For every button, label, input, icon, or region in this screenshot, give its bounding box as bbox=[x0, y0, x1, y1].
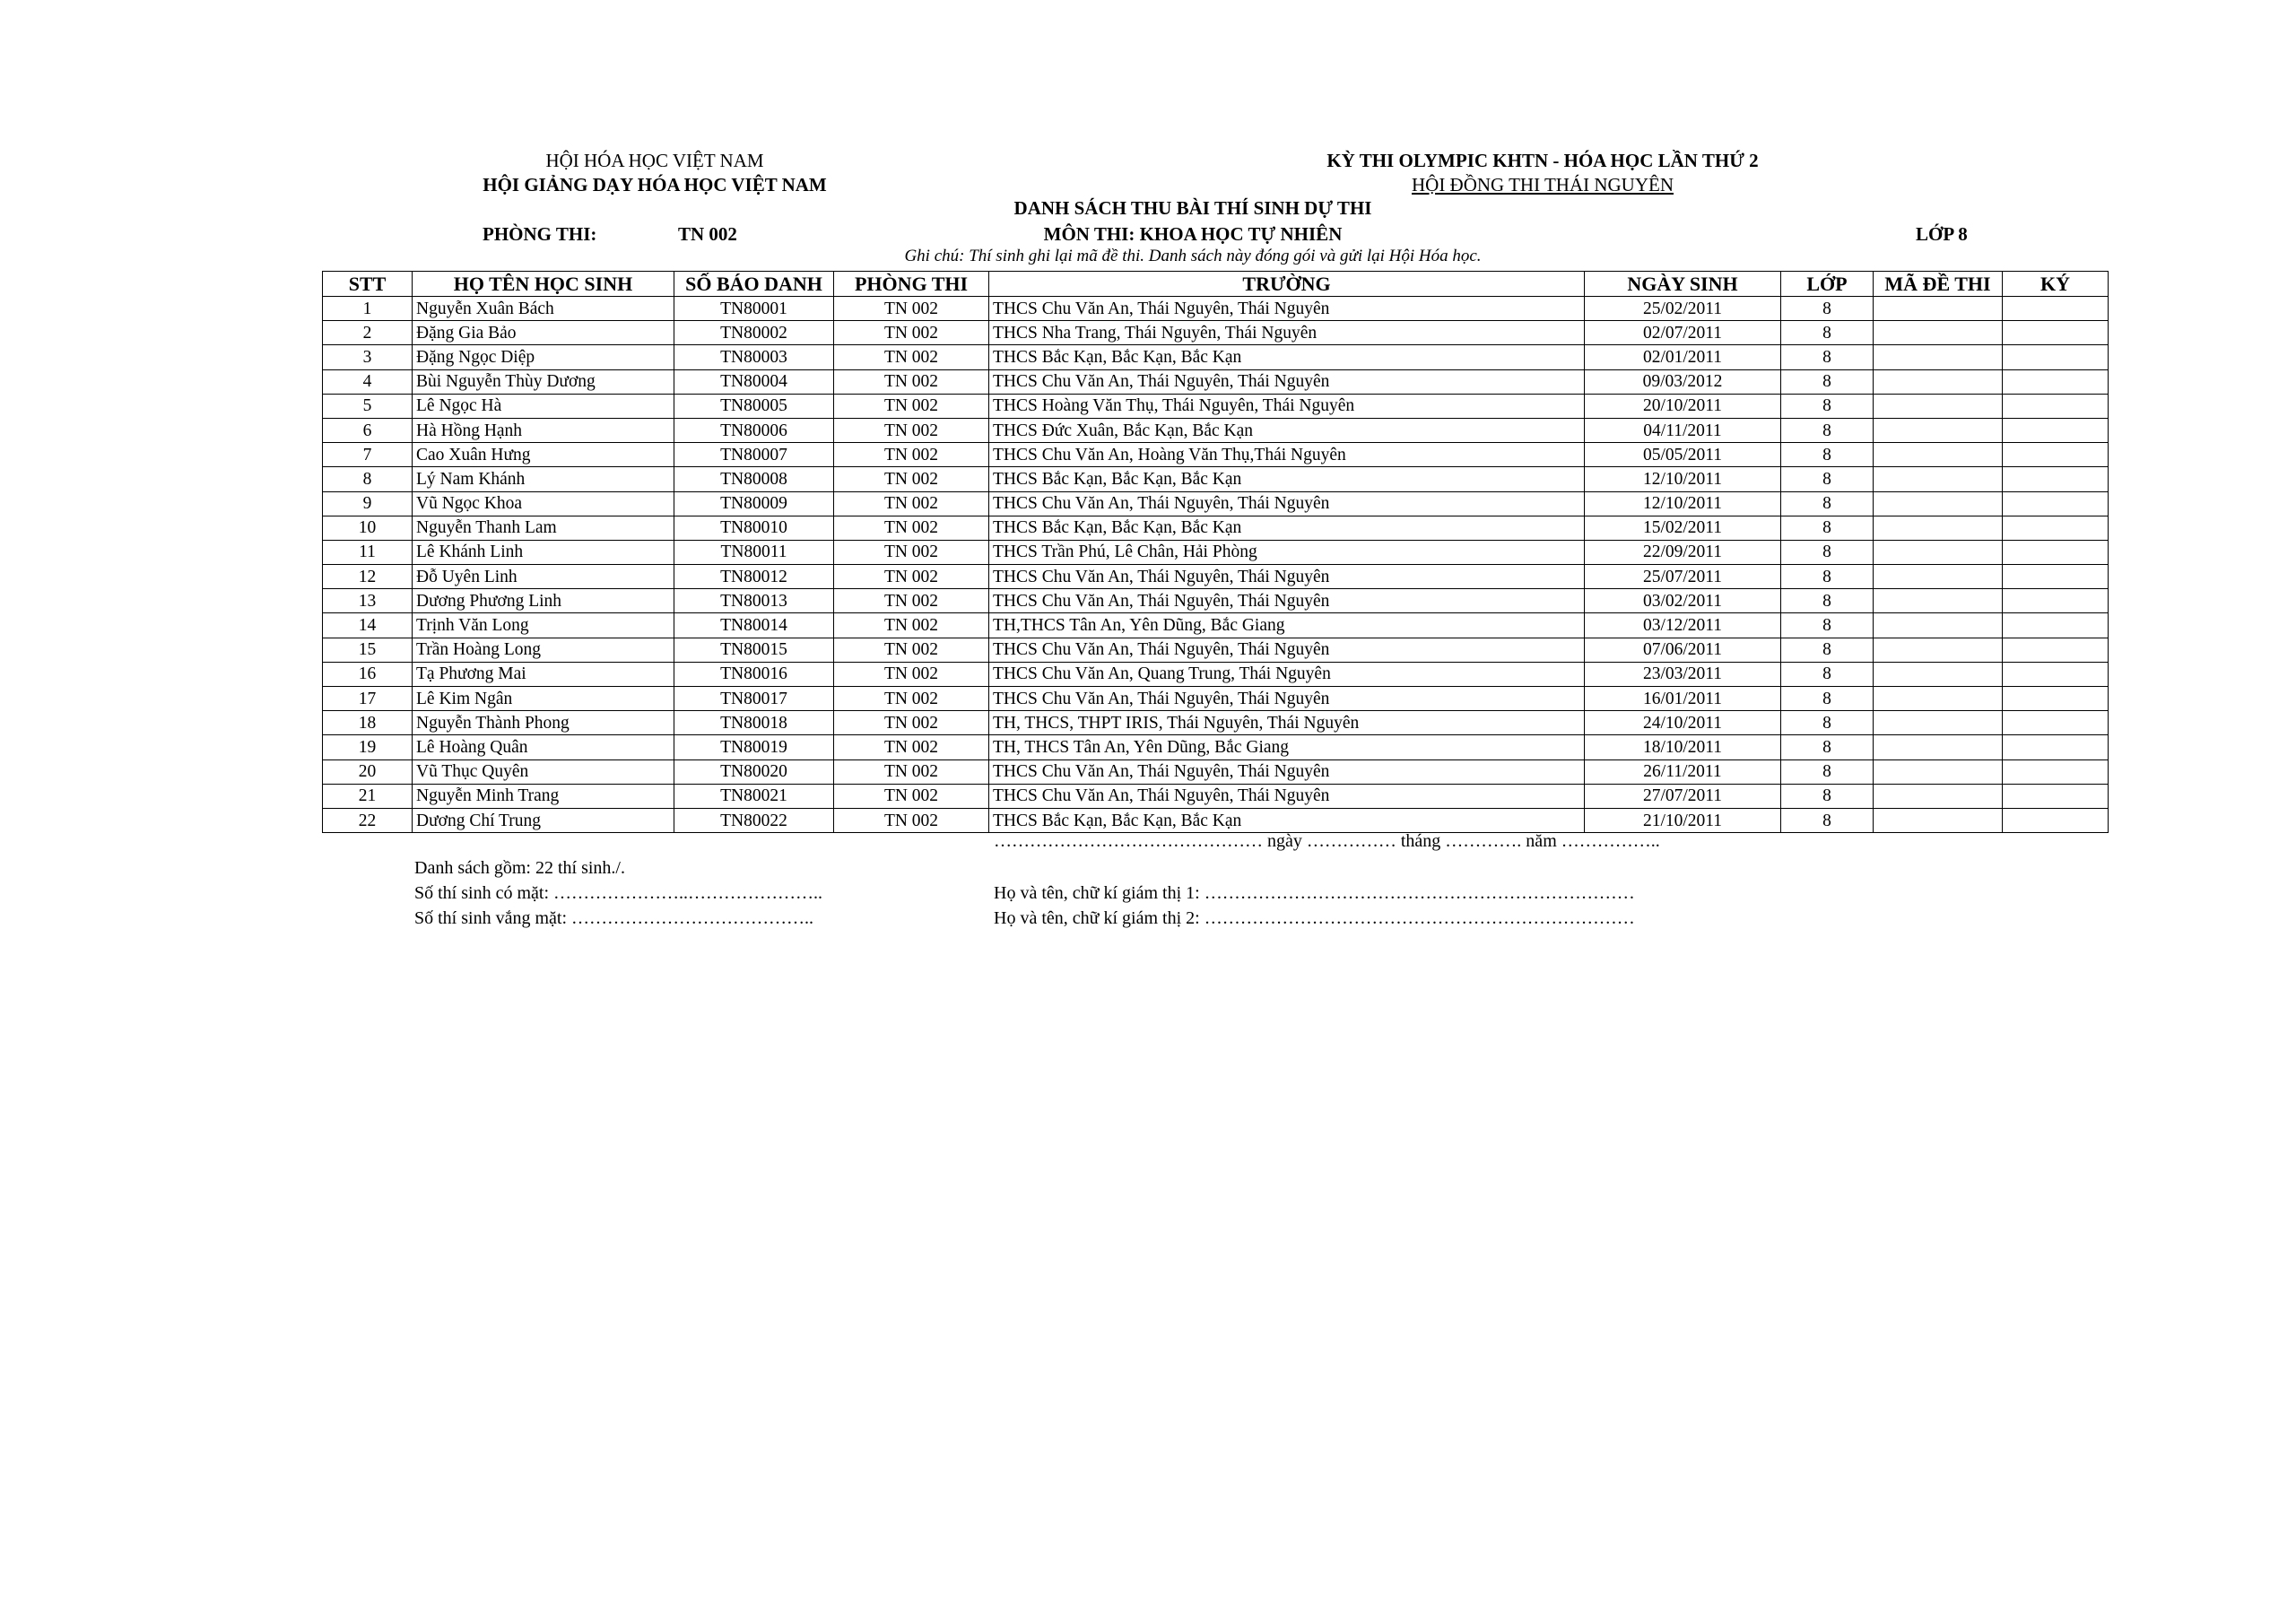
cell-student-name: Vũ Ngọc Khoa bbox=[413, 491, 674, 516]
cell-exam-room: TN 002 bbox=[834, 808, 989, 832]
cell-exam-code bbox=[1874, 321, 2003, 345]
cell-class: 8 bbox=[1781, 467, 1874, 491]
cell-exam-code bbox=[1874, 491, 2003, 516]
cell-stt: 9 bbox=[323, 491, 413, 516]
cell-candidate-number: TN80004 bbox=[674, 369, 834, 394]
cell-birth-date: 15/02/2011 bbox=[1585, 516, 1781, 540]
cell-exam-code bbox=[1874, 759, 2003, 784]
cell-birth-date: 16/01/2011 bbox=[1585, 687, 1781, 711]
cell-exam-code bbox=[1874, 638, 2003, 662]
cell-stt: 13 bbox=[323, 589, 413, 613]
cell-signature bbox=[2003, 491, 2109, 516]
column-header-exam-room: PHÒNG THI bbox=[834, 272, 989, 297]
cell-exam-code bbox=[1874, 711, 2003, 735]
cell-stt: 15 bbox=[323, 638, 413, 662]
cell-stt: 21 bbox=[323, 784, 413, 808]
cell-exam-room: TN 002 bbox=[834, 540, 989, 564]
cell-class: 8 bbox=[1781, 808, 1874, 832]
table-row bbox=[323, 491, 2109, 516]
cell-exam-code bbox=[1874, 565, 2003, 589]
present-count-line: Số thí sinh có mặt: …………………..………………….. bbox=[414, 883, 822, 903]
table-row bbox=[323, 369, 2109, 394]
cell-exam-code bbox=[1874, 687, 2003, 711]
cell-candidate-number: TN80001 bbox=[674, 297, 834, 321]
cell-student-name: Đặng Ngọc Diệp bbox=[413, 345, 674, 369]
cell-candidate-number: TN80018 bbox=[674, 711, 834, 735]
cell-exam-code bbox=[1874, 808, 2003, 832]
table-row bbox=[323, 759, 2109, 784]
cell-exam-code bbox=[1874, 613, 2003, 638]
cell-exam-code bbox=[1874, 662, 2003, 686]
cell-birth-date: 05/05/2011 bbox=[1585, 443, 1781, 467]
cell-signature bbox=[2003, 297, 2109, 321]
cell-signature bbox=[2003, 369, 2109, 394]
cell-signature bbox=[2003, 345, 2109, 369]
cell-school: THCS Bắc Kạn, Bắc Kạn, Bắc Kạn bbox=[989, 516, 1585, 540]
column-header-birth-date: NGÀY SINH bbox=[1585, 272, 1781, 297]
cell-school: THCS Chu Văn An, Thái Nguyên, Thái Nguyên bbox=[989, 297, 1585, 321]
cell-signature bbox=[2003, 565, 2109, 589]
exam-title: KỲ THI OLYMPIC KHTN - HÓA HỌC LẦN THỨ 2 bbox=[1326, 150, 1759, 171]
cell-signature bbox=[2003, 687, 2109, 711]
cell-stt: 18 bbox=[323, 711, 413, 735]
cell-student-name: Lý Nam Khánh bbox=[413, 467, 674, 491]
cell-stt: 20 bbox=[323, 759, 413, 784]
cell-exam-code bbox=[1874, 516, 2003, 540]
cell-exam-code bbox=[1874, 784, 2003, 808]
org-subname: HỘI GIẢNG DẠY HÓA HỌC VIỆT NAM bbox=[483, 174, 827, 195]
cell-birth-date: 20/10/2011 bbox=[1585, 394, 1781, 418]
cell-exam-code bbox=[1874, 540, 2003, 564]
cell-school: THCS Hoàng Văn Thụ, Thái Nguyên, Thái Nguyên bbox=[989, 394, 1585, 418]
cell-exam-code bbox=[1874, 345, 2003, 369]
cell-signature bbox=[2003, 516, 2109, 540]
proctor2-signature-line: Họ và tên, chữ kí giám thị 2: ……………………………………………………………… bbox=[994, 908, 1635, 928]
cell-candidate-number: TN80007 bbox=[674, 443, 834, 467]
cell-student-name: Lê Hoàng Quân bbox=[413, 735, 674, 759]
cell-stt: 16 bbox=[323, 662, 413, 686]
cell-student-name: Lê Kim Ngân bbox=[413, 687, 674, 711]
cell-class: 8 bbox=[1781, 687, 1874, 711]
cell-stt: 1 bbox=[323, 297, 413, 321]
cell-birth-date: 24/10/2011 bbox=[1585, 711, 1781, 735]
subject: MÔN THI: KHOA HỌC TỰ NHIÊN bbox=[1043, 223, 1343, 245]
cell-candidate-number: TN80016 bbox=[674, 662, 834, 686]
table-row bbox=[323, 540, 2109, 564]
cell-signature bbox=[2003, 321, 2109, 345]
column-header-candidate-number: SỐ BÁO DANH bbox=[674, 272, 834, 297]
cell-signature bbox=[2003, 589, 2109, 613]
cell-student-name: Vũ Thục Quyên bbox=[413, 759, 674, 784]
cell-birth-date: 23/03/2011 bbox=[1585, 662, 1781, 686]
cell-candidate-number: TN80005 bbox=[674, 394, 834, 418]
cell-signature bbox=[2003, 808, 2109, 832]
cell-student-name: Trịnh Văn Long bbox=[413, 613, 674, 638]
cell-birth-date: 25/02/2011 bbox=[1585, 297, 1781, 321]
cell-candidate-number: TN80014 bbox=[674, 613, 834, 638]
table-row bbox=[323, 345, 2109, 369]
cell-candidate-number: TN80012 bbox=[674, 565, 834, 589]
table-row bbox=[323, 565, 2109, 589]
cell-student-name: Lê Khánh Linh bbox=[413, 540, 674, 564]
cell-exam-room: TN 002 bbox=[834, 613, 989, 638]
cell-exam-code bbox=[1874, 443, 2003, 467]
cell-signature bbox=[2003, 540, 2109, 564]
cell-exam-room: TN 002 bbox=[834, 369, 989, 394]
cell-class: 8 bbox=[1781, 540, 1874, 564]
cell-candidate-number: TN80009 bbox=[674, 491, 834, 516]
cell-exam-room: TN 002 bbox=[834, 418, 989, 442]
cell-birth-date: 09/03/2012 bbox=[1585, 369, 1781, 394]
cell-signature bbox=[2003, 784, 2109, 808]
cell-class: 8 bbox=[1781, 589, 1874, 613]
cell-class: 8 bbox=[1781, 613, 1874, 638]
column-header-school: TRƯỜNG bbox=[989, 272, 1585, 297]
cell-stt: 12 bbox=[323, 565, 413, 589]
cell-candidate-number: TN80011 bbox=[674, 540, 834, 564]
cell-school: THCS Chu Văn An, Thái Nguyên, Thái Nguyên bbox=[989, 687, 1585, 711]
cell-birth-date: 03/12/2011 bbox=[1585, 613, 1781, 638]
table-row bbox=[323, 394, 2109, 418]
cell-exam-room: TN 002 bbox=[834, 784, 989, 808]
exam-council: HỘI ĐỒNG THI THÁI NGUYÊN bbox=[1411, 174, 1674, 195]
cell-class: 8 bbox=[1781, 784, 1874, 808]
student-count: Danh sách gồm: 22 thí sinh./. bbox=[414, 858, 625, 878]
cell-exam-room: TN 002 bbox=[834, 662, 989, 686]
cell-signature bbox=[2003, 394, 2109, 418]
cell-signature bbox=[2003, 735, 2109, 759]
table-row bbox=[323, 638, 2109, 662]
cell-class: 8 bbox=[1781, 759, 1874, 784]
cell-student-name: Hà Hồng Hạnh bbox=[413, 418, 674, 442]
cell-school: THCS Chu Văn An, Thái Nguyên, Thái Nguyên bbox=[989, 491, 1585, 516]
cell-signature bbox=[2003, 711, 2109, 735]
cell-exam-room: TN 002 bbox=[834, 759, 989, 784]
cell-candidate-number: TN80015 bbox=[674, 638, 834, 662]
cell-candidate-number: TN80021 bbox=[674, 784, 834, 808]
cell-candidate-number: TN80020 bbox=[674, 759, 834, 784]
cell-school: THCS Chu Văn An, Thái Nguyên, Thái Nguyên bbox=[989, 565, 1585, 589]
cell-birth-date: 12/10/2011 bbox=[1585, 491, 1781, 516]
cell-exam-code bbox=[1874, 394, 2003, 418]
cell-birth-date: 25/07/2011 bbox=[1585, 565, 1781, 589]
cell-school: THCS Bắc Kạn, Bắc Kạn, Bắc Kạn bbox=[989, 808, 1585, 832]
list-title: DANH SÁCH THU BÀI THÍ SINH DỰ THI bbox=[1013, 197, 1372, 219]
cell-birth-date: 07/06/2011 bbox=[1585, 638, 1781, 662]
cell-signature bbox=[2003, 613, 2109, 638]
cell-stt: 3 bbox=[323, 345, 413, 369]
cell-exam-room: TN 002 bbox=[834, 297, 989, 321]
cell-class: 8 bbox=[1781, 345, 1874, 369]
cell-exam-code bbox=[1874, 467, 2003, 491]
cell-exam-room: TN 002 bbox=[834, 589, 989, 613]
header-row bbox=[323, 272, 2109, 297]
cell-candidate-number: TN80013 bbox=[674, 589, 834, 613]
cell-class: 8 bbox=[1781, 369, 1874, 394]
room-value: TN 002 bbox=[678, 223, 737, 245]
cell-student-name: Lê Ngọc Hà bbox=[413, 394, 674, 418]
cell-class: 8 bbox=[1781, 491, 1874, 516]
cell-school: THCS Chu Văn An, Hoàng Văn Thụ,Thái Nguyên bbox=[989, 443, 1585, 467]
column-header-student-name: HỌ TÊN HỌC SINH bbox=[413, 272, 674, 297]
cell-school: THCS Đức Xuân, Bắc Kạn, Bắc Kạn bbox=[989, 418, 1585, 442]
cell-birth-date: 26/11/2011 bbox=[1585, 759, 1781, 784]
cell-exam-room: TN 002 bbox=[834, 491, 989, 516]
cell-school: THCS Chu Văn An, Thái Nguyên, Thái Nguyên bbox=[989, 784, 1585, 808]
table-row bbox=[323, 297, 2109, 321]
table-row bbox=[323, 443, 2109, 467]
cell-candidate-number: TN80010 bbox=[674, 516, 834, 540]
cell-birth-date: 18/10/2011 bbox=[1585, 735, 1781, 759]
cell-exam-room: TN 002 bbox=[834, 565, 989, 589]
cell-exam-room: TN 002 bbox=[834, 687, 989, 711]
cell-student-name: Bùi Nguyễn Thùy Dương bbox=[413, 369, 674, 394]
cell-exam-code bbox=[1874, 369, 2003, 394]
cell-student-name: Nguyễn Thành Phong bbox=[413, 711, 674, 735]
cell-exam-room: TN 002 bbox=[834, 711, 989, 735]
cell-stt: 17 bbox=[323, 687, 413, 711]
cell-stt: 7 bbox=[323, 443, 413, 467]
cell-signature bbox=[2003, 443, 2109, 467]
column-header-exam-code: MÃ ĐỀ THI bbox=[1874, 272, 2003, 297]
cell-signature bbox=[2003, 638, 2109, 662]
column-header-stt: STT bbox=[323, 272, 413, 297]
cell-candidate-number: TN80017 bbox=[674, 687, 834, 711]
cell-student-name: Dương Chí Trung bbox=[413, 808, 674, 832]
cell-exam-code bbox=[1874, 418, 2003, 442]
cell-signature bbox=[2003, 759, 2109, 784]
cell-school: THCS Chu Văn An, Thái Nguyên, Thái Nguyên bbox=[989, 369, 1585, 394]
note: Ghi chú: Thí sinh ghi lại mã đề thi. Danh sách này đóng gói và gửi lại Hội Hóa học. bbox=[904, 247, 1482, 265]
table-row bbox=[323, 735, 2109, 759]
cell-stt: 22 bbox=[323, 808, 413, 832]
cell-signature bbox=[2003, 418, 2109, 442]
cell-class: 8 bbox=[1781, 418, 1874, 442]
cell-signature bbox=[2003, 662, 2109, 686]
cell-student-name: Nguyễn Xuân Bách bbox=[413, 297, 674, 321]
table-row bbox=[323, 784, 2109, 808]
cell-birth-date: 02/01/2011 bbox=[1585, 345, 1781, 369]
cell-exam-room: TN 002 bbox=[834, 443, 989, 467]
cell-candidate-number: TN80003 bbox=[674, 345, 834, 369]
cell-student-name: Dương Phương Linh bbox=[413, 589, 674, 613]
cell-candidate-number: TN80006 bbox=[674, 418, 834, 442]
cell-birth-date: 04/11/2011 bbox=[1585, 418, 1781, 442]
cell-student-name: Nguyễn Thanh Lam bbox=[413, 516, 674, 540]
cell-school: TH, THCS, THPT IRIS, Thái Nguyên, Thái Nguyên bbox=[989, 711, 1585, 735]
proctor1-signature-line: Họ và tên, chữ kí giám thị 1: ……………………………………………………………… bbox=[994, 883, 1635, 903]
cell-exam-code bbox=[1874, 589, 2003, 613]
cell-student-name: Nguyễn Minh Trang bbox=[413, 784, 674, 808]
cell-class: 8 bbox=[1781, 662, 1874, 686]
table-row bbox=[323, 589, 2109, 613]
cell-class: 8 bbox=[1781, 394, 1874, 418]
cell-class: 8 bbox=[1781, 565, 1874, 589]
cell-exam-room: TN 002 bbox=[834, 516, 989, 540]
table-row bbox=[323, 321, 2109, 345]
cell-student-name: Đỗ Uyên Linh bbox=[413, 565, 674, 589]
cell-exam-room: TN 002 bbox=[834, 735, 989, 759]
cell-exam-room: TN 002 bbox=[834, 467, 989, 491]
table-row bbox=[323, 662, 2109, 686]
cell-class: 8 bbox=[1781, 443, 1874, 467]
cell-class: 8 bbox=[1781, 638, 1874, 662]
cell-stt: 8 bbox=[323, 467, 413, 491]
cell-stt: 11 bbox=[323, 540, 413, 564]
absent-count-line: Số thí sinh vắng mặt: ………………………………….. bbox=[414, 908, 813, 928]
cell-school: THCS Chu Văn An, Thái Nguyên, Thái Nguyên bbox=[989, 589, 1585, 613]
cell-school: THCS Trần Phú, Lê Chân, Hải Phòng bbox=[989, 540, 1585, 564]
table-row bbox=[323, 418, 2109, 442]
cell-class: 8 bbox=[1781, 321, 1874, 345]
cell-school: THCS Chu Văn An, Quang Trung, Thái Nguyên bbox=[989, 662, 1585, 686]
cell-student-name: Trần Hoàng Long bbox=[413, 638, 674, 662]
cell-stt: 19 bbox=[323, 735, 413, 759]
cell-student-name: Cao Xuân Hưng bbox=[413, 443, 674, 467]
cell-exam-room: TN 002 bbox=[834, 638, 989, 662]
cell-birth-date: 27/07/2011 bbox=[1585, 784, 1781, 808]
cell-class: 8 bbox=[1781, 735, 1874, 759]
grade-label: LỚP 8 bbox=[1916, 223, 1968, 245]
cell-candidate-number: TN80019 bbox=[674, 735, 834, 759]
table-row bbox=[323, 516, 2109, 540]
cell-candidate-number: TN80008 bbox=[674, 467, 834, 491]
cell-school: THCS Bắc Kạn, Bắc Kạn, Bắc Kạn bbox=[989, 467, 1585, 491]
cell-exam-code bbox=[1874, 297, 2003, 321]
cell-birth-date: 22/09/2011 bbox=[1585, 540, 1781, 564]
column-header-signature: KÝ bbox=[2003, 272, 2109, 297]
cell-exam-room: TN 002 bbox=[834, 394, 989, 418]
table-row bbox=[323, 711, 2109, 735]
roster-table bbox=[322, 271, 2109, 833]
cell-stt: 6 bbox=[323, 418, 413, 442]
cell-student-name: Tạ Phương Mai bbox=[413, 662, 674, 686]
cell-stt: 14 bbox=[323, 613, 413, 638]
table-row bbox=[323, 613, 2109, 638]
cell-birth-date: 21/10/2011 bbox=[1585, 808, 1781, 832]
cell-stt: 4 bbox=[323, 369, 413, 394]
cell-school: THCS Chu Văn An, Thái Nguyên, Thái Nguyên bbox=[989, 759, 1585, 784]
cell-class: 8 bbox=[1781, 297, 1874, 321]
date-line: ……………………………………… ngày …………… tháng …………. năm …………….. bbox=[994, 831, 1660, 851]
cell-stt: 5 bbox=[323, 394, 413, 418]
table-row bbox=[323, 467, 2109, 491]
cell-school: THCS Chu Văn An, Thái Nguyên, Thái Nguyên bbox=[989, 638, 1585, 662]
cell-stt: 2 bbox=[323, 321, 413, 345]
cell-class: 8 bbox=[1781, 516, 1874, 540]
cell-school: THCS Nha Trang, Thái Nguyên, Thái Nguyên bbox=[989, 321, 1585, 345]
cell-birth-date: 12/10/2011 bbox=[1585, 467, 1781, 491]
cell-exam-room: TN 002 bbox=[834, 321, 989, 345]
cell-school: TH,THCS Tân An, Yên Dũng, Bắc Giang bbox=[989, 613, 1585, 638]
cell-birth-date: 03/02/2011 bbox=[1585, 589, 1781, 613]
cell-school: THCS Bắc Kạn, Bắc Kạn, Bắc Kạn bbox=[989, 345, 1585, 369]
cell-stt: 10 bbox=[323, 516, 413, 540]
cell-exam-code bbox=[1874, 735, 2003, 759]
cell-class: 8 bbox=[1781, 711, 1874, 735]
table-row bbox=[323, 687, 2109, 711]
cell-exam-room: TN 002 bbox=[834, 345, 989, 369]
room-label: PHÒNG THI: bbox=[483, 223, 597, 245]
column-header-class: LỚP bbox=[1781, 272, 1874, 297]
cell-student-name: Đặng Gia Bảo bbox=[413, 321, 674, 345]
cell-school: TH, THCS Tân An, Yên Dũng, Bắc Giang bbox=[989, 735, 1585, 759]
cell-birth-date: 02/07/2011 bbox=[1585, 321, 1781, 345]
org-name: HỘI HÓA HỌC VIỆT NAM bbox=[545, 150, 764, 171]
cell-candidate-number: TN80022 bbox=[674, 808, 834, 832]
cell-signature bbox=[2003, 467, 2109, 491]
cell-candidate-number: TN80002 bbox=[674, 321, 834, 345]
